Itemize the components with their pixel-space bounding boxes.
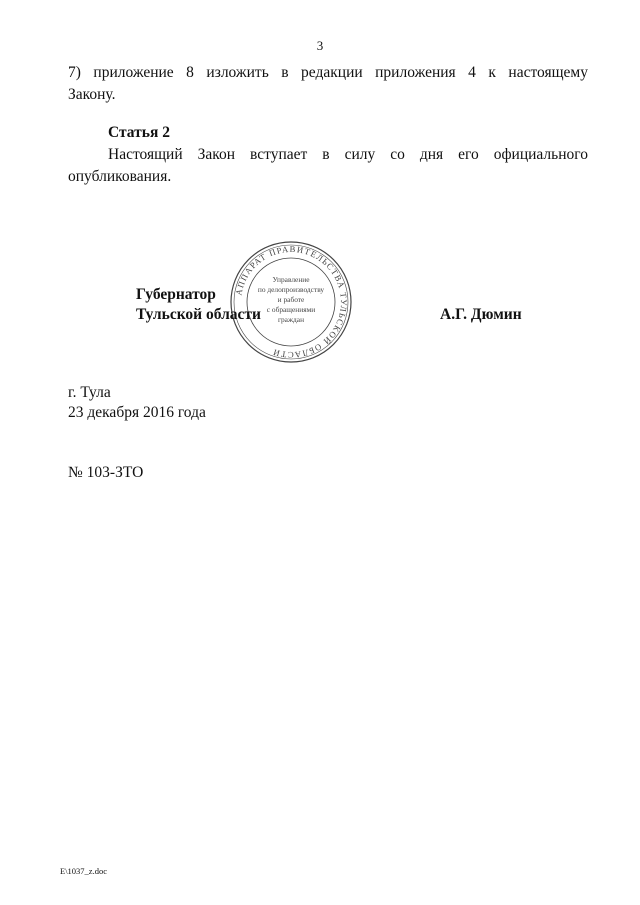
article-2-line-1: Настоящий Закон вступает в силу со дня его официального bbox=[108, 146, 588, 163]
signatory-title-line-2: Тульской области bbox=[136, 306, 261, 323]
place-date: 23 декабря 2016 года bbox=[68, 404, 206, 421]
signatory-title-line-1: Губернатор bbox=[136, 286, 216, 303]
signatory-name: А.Г. Дюмин bbox=[440, 306, 522, 323]
svg-text:и работе: и работе bbox=[277, 295, 305, 304]
footer-filename: E\1037_z.doc bbox=[60, 866, 107, 876]
official-seal-stamp bbox=[229, 240, 353, 364]
place-city: г. Тула bbox=[68, 384, 111, 401]
article-2-heading: Статья 2 bbox=[108, 124, 170, 141]
clause-7-line-2: Закону. bbox=[68, 86, 116, 103]
page-number: 3 bbox=[316, 38, 324, 53]
svg-text:по делопроизводству: по делопроизводству bbox=[257, 285, 325, 294]
svg-text:с обращениями: с обращениями bbox=[266, 305, 316, 314]
article-2-line-2: опубликования. bbox=[68, 168, 172, 185]
svg-text:граждан: граждан bbox=[277, 315, 305, 324]
clause-7-line-1: 7) приложение 8 изложить в редакции приложения 4 к настоящему bbox=[68, 64, 588, 81]
svg-text:Управление: Управление bbox=[272, 275, 310, 284]
seal-center-text bbox=[258, 275, 325, 324]
seal-ring-text: АППАРАТ ПРАВИТЕЛЬСТВА ТУЛЬСКОЙ ОБЛАСТИ bbox=[233, 243, 350, 361]
law-number: № 103-ЗТО bbox=[68, 464, 144, 481]
